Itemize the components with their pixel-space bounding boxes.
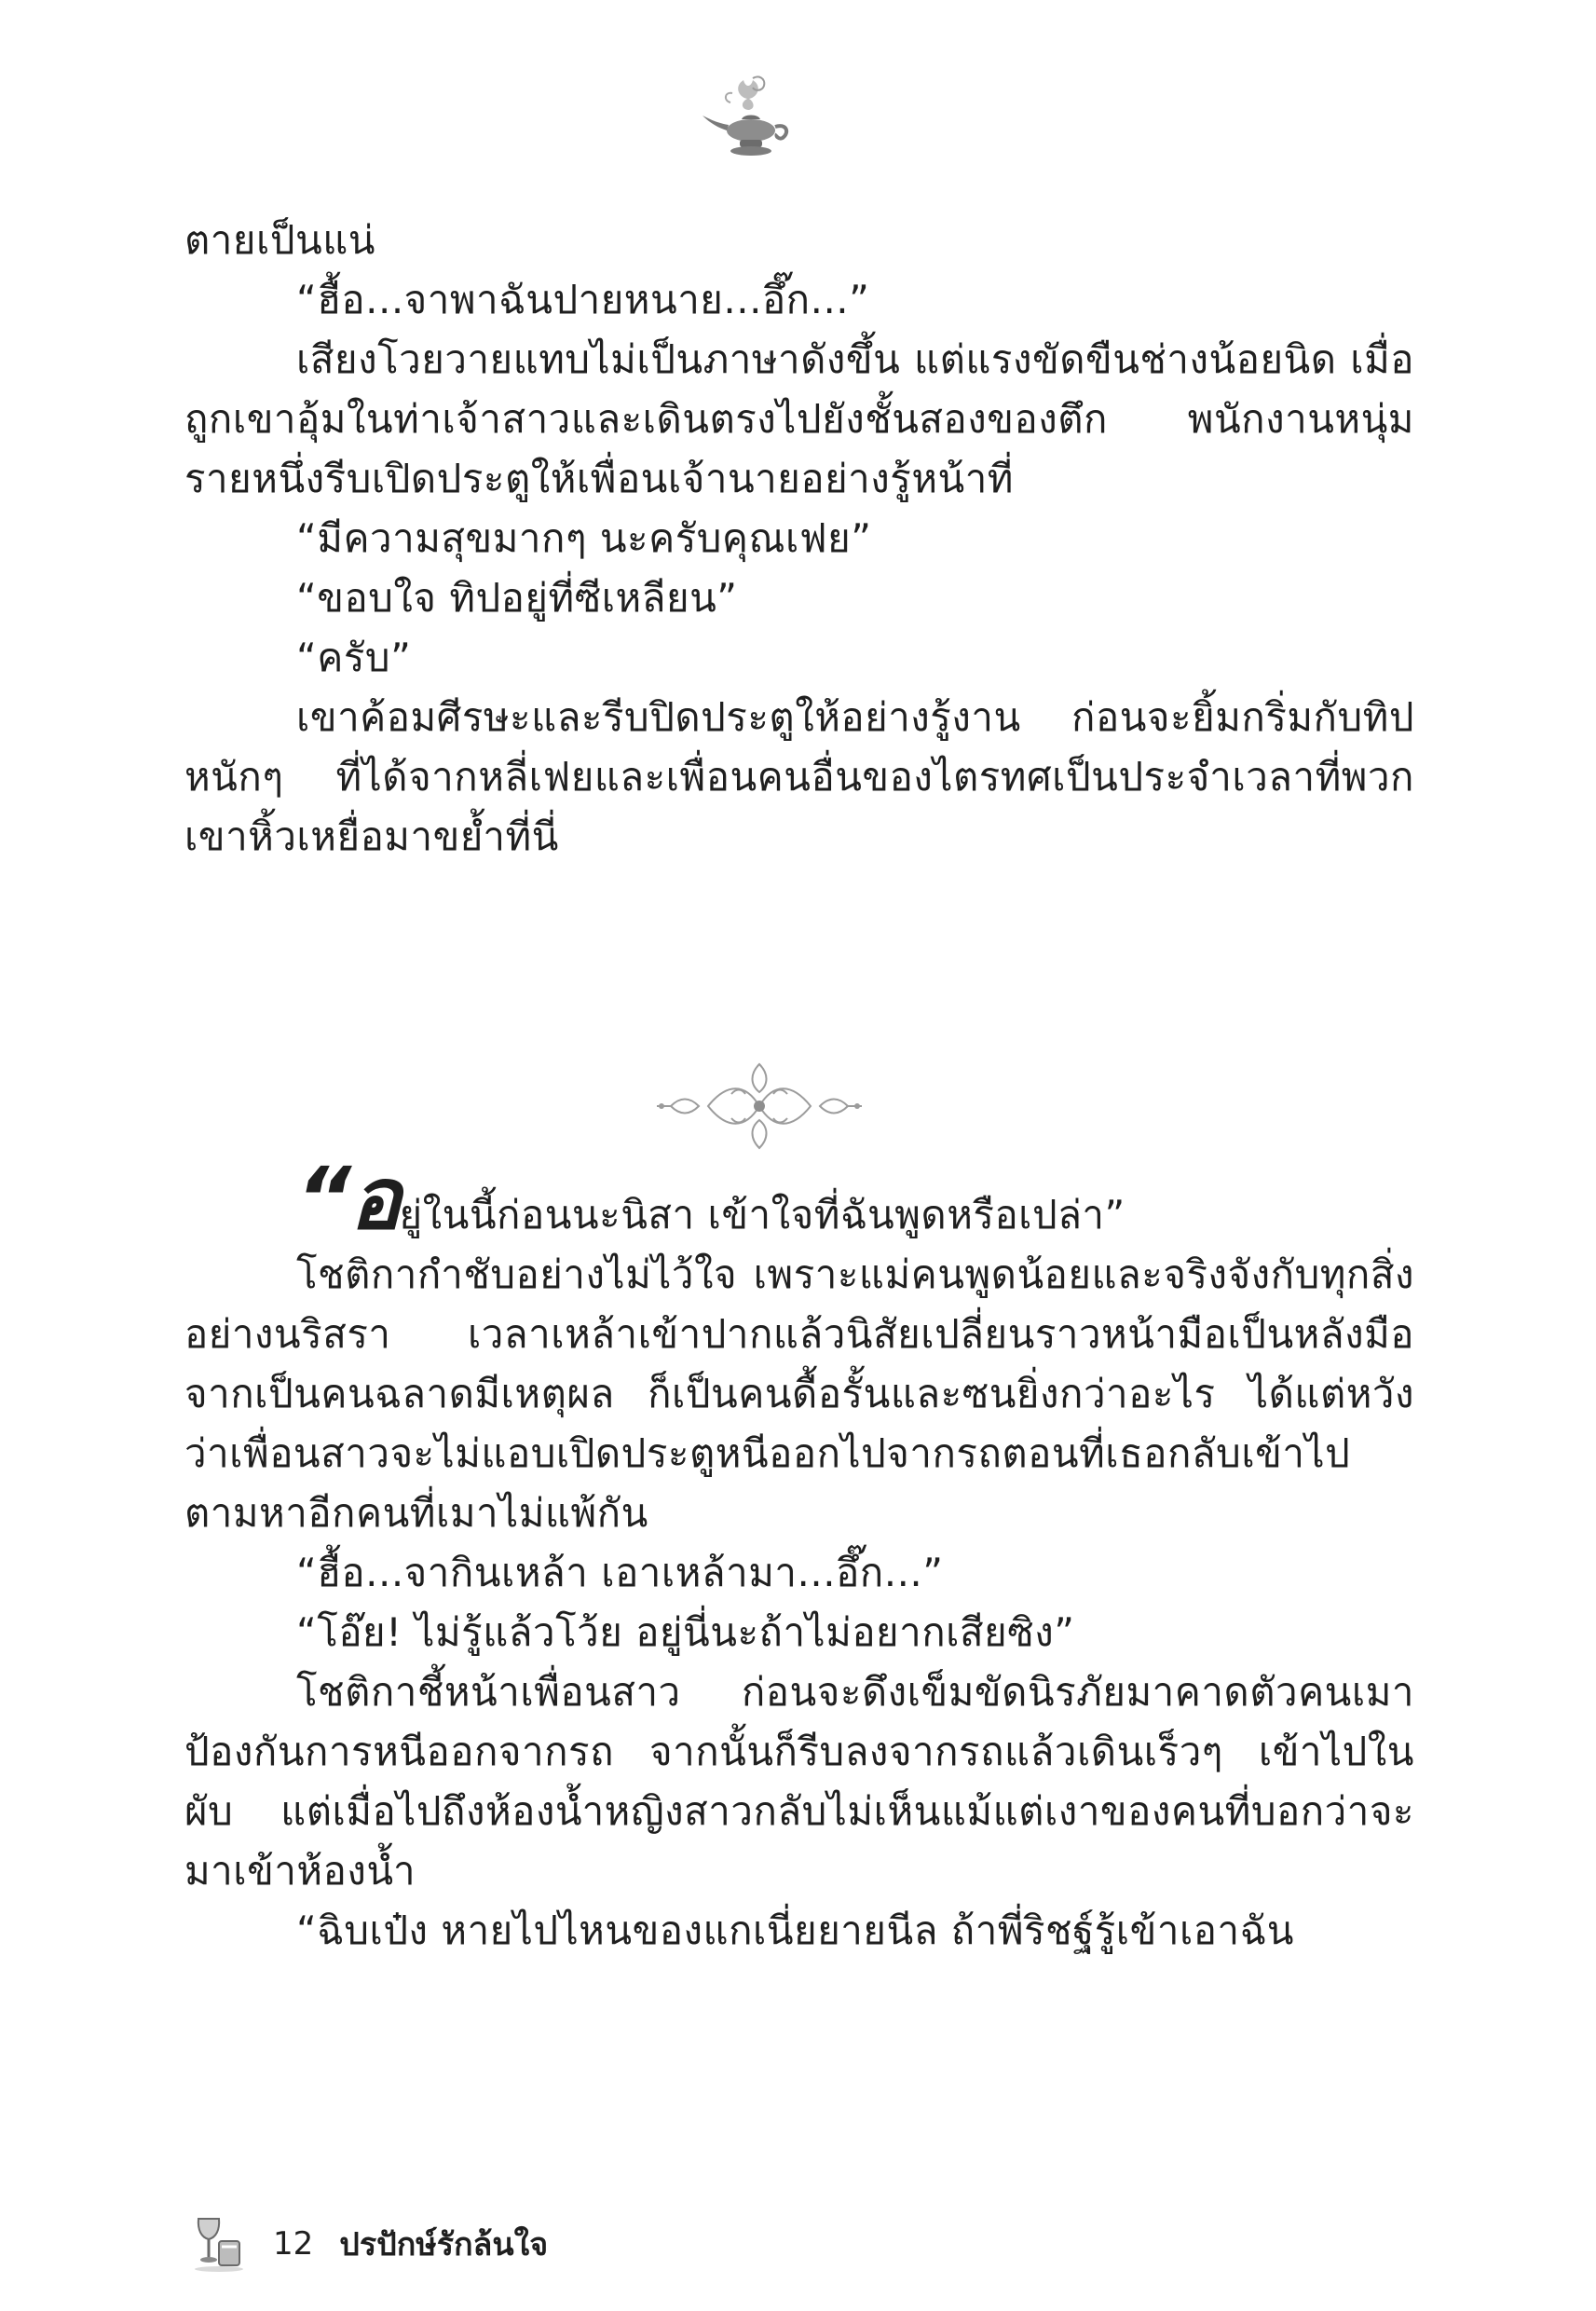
- story-paragraph: “ขอบใจ ทิปอยู่ที่ซีเหลียน”: [296, 575, 738, 621]
- story-paragraph: “โอ๊ย! ไม่รู้แล้วโว้ย อยู่นี่นะถ้าไม่อยากเสียซิง”: [296, 1609, 1075, 1655]
- book-title: ปรปักษ์รักล้นใจ: [339, 2226, 549, 2263]
- story-paragraph: เสียงโวยวายแทบไม่เป็นภาษาดังขึ้น แต่แรงขัดขืนช่างน้อยนิด เมื่อถูกเขาอุ้มในท่าเจ้าสาวและเดินตรงไปยังชั้นสองของตึก พนักงานหนุ่มรายหนึ่งรีบเปิดประตูให้เพื่อนเจ้านายอย่างรู้หน้าที่: [184, 336, 1414, 501]
- text-block-bottom: [184, 1149, 1414, 1961]
- page-number: 12: [273, 2225, 314, 2263]
- story-paragraph: โชติกาชี้หน้าเพื่อนสาว ก่อนจะดึงเข็มขัดนิรภัยมาคาดตัวคนเมาป้องกันการหนีออกจากรถ จากนั้นก็รีบลงจากรถแล้วเดินเร็วๆ เข้าไปในผับ แต่เมื่อไปถึงห้องน้ำหญิงสาวกลับไม่เห็นแม้แต่เงาของคนที่บอกว่าจะมาเข้าห้องน้ำ: [184, 1669, 1414, 1894]
- text-block-top: [184, 211, 1414, 867]
- drop-cap-letter: “อ: [296, 1149, 400, 1249]
- story-paragraph: “ฉิบเป๋ง หายไปไหนของแกเนี่ยยายนีล ถ้าพี่ริชฐ์รู้เข้าเอาฉัน: [296, 1908, 1294, 1953]
- story-paragraph: “ฮื้อ...จาพาฉันปายหนาย...อึ๊ก...”: [296, 277, 870, 322]
- story-paragraph: “ครับ”: [296, 635, 412, 680]
- story-paragraph: “มีความสุขมากๆ นะครับคุณเฟย”: [296, 515, 872, 561]
- drop-cap-rest: ยู่ในนี้ก่อนนะนิสา เข้าใจที่ฉันพูดหรือเปล่า”: [399, 1192, 1125, 1238]
- story-paragraph: โชติกากำชับอย่างไม่ไว้ใจ เพราะแม่คนพูดน้อยและจริงจังกับทุกสิ่งอย่างนริสรา เวลาเหล้าเข้าปากแล้วนิสัยเปลี่ยนราวหน้ามือเป็นหลังมือ จากเป็นคนฉลาดมีเหตุผล ก็เป็นคนดื้อรั้นและซนยิ่งกว่าอะไร ได้แต่หวังว่าเพื่อนสาวจะไม่แอบเปิดประตูหนีออกไปจากรถตอนที่เธอกลับเข้าไปตามหาอีกคนที่เมาไม่แพ้กัน: [184, 1251, 1414, 1536]
- page-footer: [191, 2216, 548, 2272]
- scroll-divider-ornament: [652, 1055, 866, 1157]
- chapter-opening-paragraph: [184, 1149, 1414, 1249]
- story-paragraph: เขาค้อมศีรษะและรีบปิดประตูให้อย่างรู้งาน ก่อนจะยิ้มกริ่มกับทิปหนักๆ ที่ได้จากหลี่เฟยและเพื่อนคนอื่นของไตรทศเป็นประจำเวลาที่พวกเขาหิ้วเหยื่อมาขย้ำที่นี่: [184, 694, 1414, 859]
- story-paragraph: “ฮื้อ...จากินเหล้า เอาเหล้ามา...อึ๊ก...”: [296, 1550, 944, 1595]
- story-paragraph: ตายเป็นแน่: [184, 217, 375, 263]
- genie-lamp-ornament: [697, 73, 799, 166]
- wine-glass-icon: [191, 2215, 247, 2273]
